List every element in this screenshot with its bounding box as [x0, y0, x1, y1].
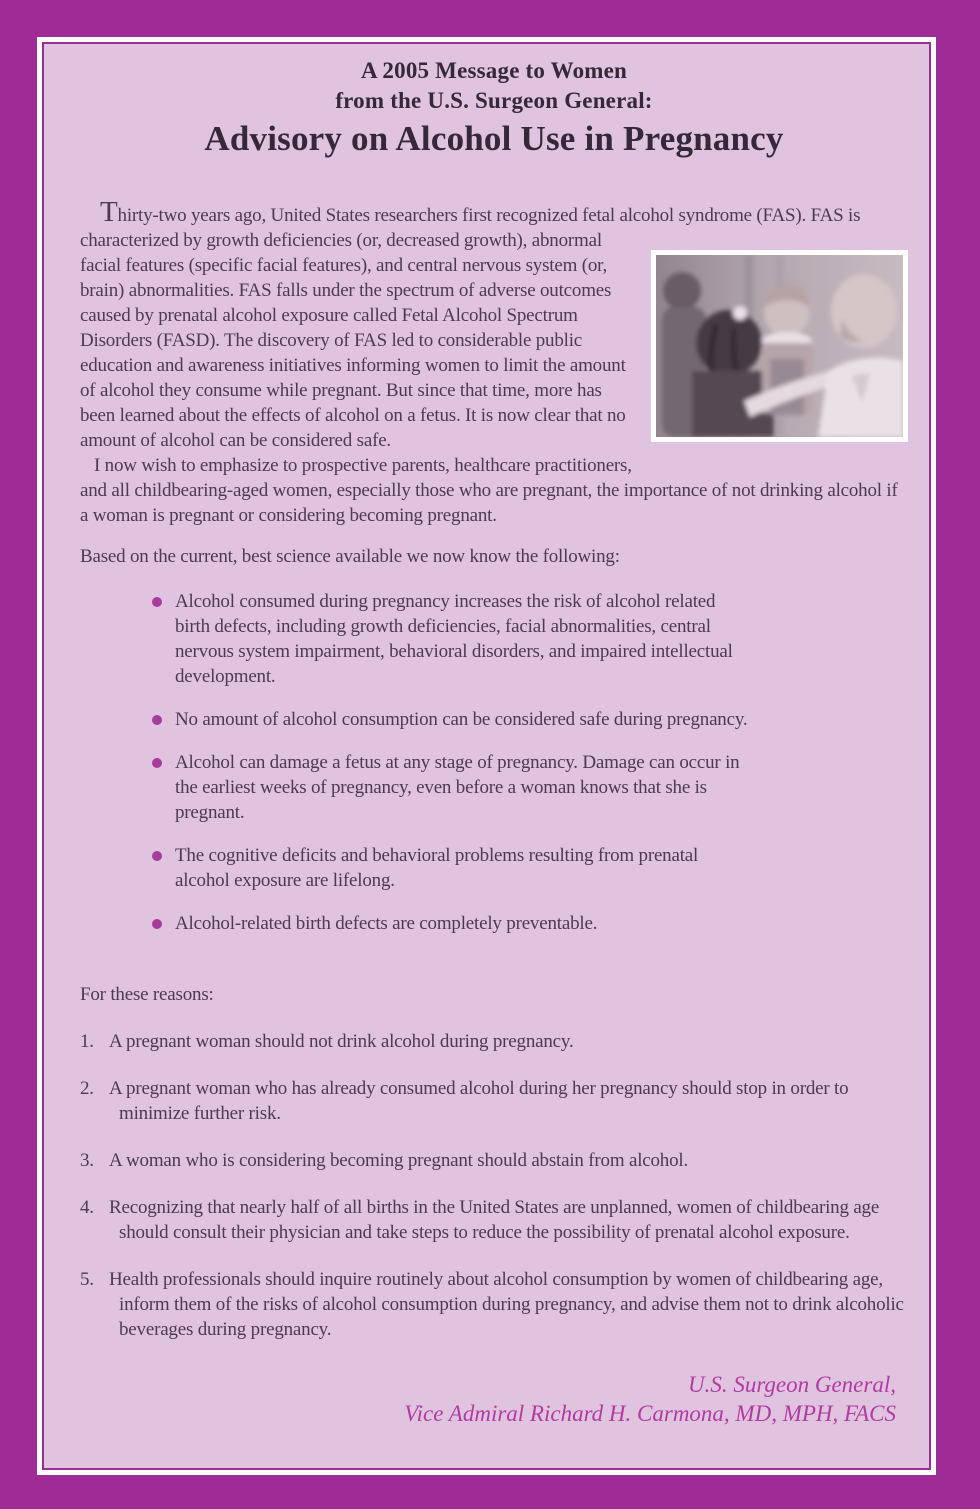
numbered-list [80, 1029, 908, 1342]
numbered-item [80, 1029, 908, 1054]
signature-line-1: U.S. Surgeon General, [687, 1372, 896, 1397]
bullet-text: Alcohol can damage a fetus at any stage of pregnancy. Damage can occur in the earliest weeks of pregnancy, even before a woman knows that she is pregnant. [175, 752, 740, 823]
bullet-dot-icon [152, 758, 162, 768]
item-text: A woman who is considering becoming pregnant should abstain from alcohol. [109, 1150, 689, 1171]
numbered-item [80, 1195, 908, 1245]
dropcap-initial: T [100, 196, 118, 228]
bullet-item [152, 843, 752, 893]
based-on-line: Based on the current, best science available we now know the following: [80, 546, 620, 567]
signature-block [80, 1370, 908, 1428]
reasons-intro: For these reasons: [80, 984, 214, 1005]
bullet-dot-icon [152, 851, 162, 861]
page-title: Advisory on Alcohol Use in Pregnancy [204, 119, 784, 158]
intro-paragraph-1 [80, 198, 908, 453]
numbered-item [80, 1148, 908, 1173]
intro-paragraph-1-text: hirty-two years ago, United States researchers first recognized fetal alcohol syndrome (FAS). FAS is characterized by growth deficiencies (or, decreased growth), abnormal facial features (specific facial features), and central nervous system (or, brain) abnormalities. FAS falls under the spectrum of adverse outcomes caused by prenatal alcohol exposure called Fetal Alcohol Spectrum Disorders (FASD). The discovery of FAS led to considerable public education and awareness initiatives informing women to limit the amount of alcohol they consume while pregnant. But since that time, more has been learned about the effects of alcohol on a fetus. It is now clear that no amount of alcohol can be considered safe. [80, 205, 861, 451]
numbered-item [80, 1076, 908, 1126]
item-number: 1. [80, 1031, 94, 1052]
surgeon-general-photo [651, 250, 908, 442]
item-text: Health professionals should inquire routinely about alcohol consumption by women of childbearing age, inform them of the risks of alcohol consumption during pregnancy, and advise them not to drink alcoholic beverages during pregnancy. [109, 1269, 904, 1340]
bullet-text: Alcohol consumed during pregnancy increases the risk of alcohol related birth defects, including growth deficiencies, facial abnormalities, central nervous system impairment, behavioral disorders, and impaired intellectual development. [175, 591, 733, 687]
bullet-item [152, 707, 752, 732]
advisory-page [42, 42, 931, 1470]
bullet-item [152, 589, 752, 689]
title-block [80, 56, 908, 160]
bullet-text: No amount of alcohol consumption can be considered safe during pregnancy. [175, 709, 748, 730]
item-number: 2. [80, 1078, 94, 1099]
bullet-dot-icon [152, 597, 162, 607]
title-line-1: A 2005 Message to Women [360, 58, 628, 83]
item-number: 5. [80, 1269, 94, 1290]
numbered-item [80, 1267, 908, 1342]
signature-line-2: Vice Admiral Richard H. Carmona, MD, MPH, FACS [404, 1401, 896, 1426]
bullet-text: Alcohol-related birth defects are completely preventable. [175, 913, 598, 934]
bullet-dot-icon [152, 715, 162, 725]
bullet-item [152, 750, 752, 825]
bullet-list [80, 589, 908, 936]
item-number: 3. [80, 1150, 94, 1171]
bullet-dot-icon [152, 919, 162, 929]
title-line-2: from the U.S. Surgeon General: [335, 88, 653, 113]
item-text: A pregnant woman should not drink alcohol during pregnancy. [109, 1031, 574, 1052]
intro-paragraph-2: I now wish to emphasize to prospective parents, healthcare practitioners, and all childbearing-aged women, especially those who are pregnant, the importance of not drinking alcohol if a woman is pregnant or considering becoming pregnant. [80, 455, 898, 526]
intro-section [80, 198, 908, 528]
bullet-item [152, 911, 752, 936]
item-text: A pregnant woman who has already consumed alcohol during her pregnancy should stop in order to minimize further risk. [109, 1078, 849, 1124]
item-text: Recognizing that nearly half of all births in the United States are unplanned, women of childbearing age should consult their physician and take steps to reduce the possibility of prenatal alcohol exposure. [109, 1197, 880, 1243]
item-number: 4. [80, 1197, 94, 1218]
bullet-text: The cognitive deficits and behavioral problems resulting from prenatal alcohol exposure are lifelong. [175, 845, 699, 891]
